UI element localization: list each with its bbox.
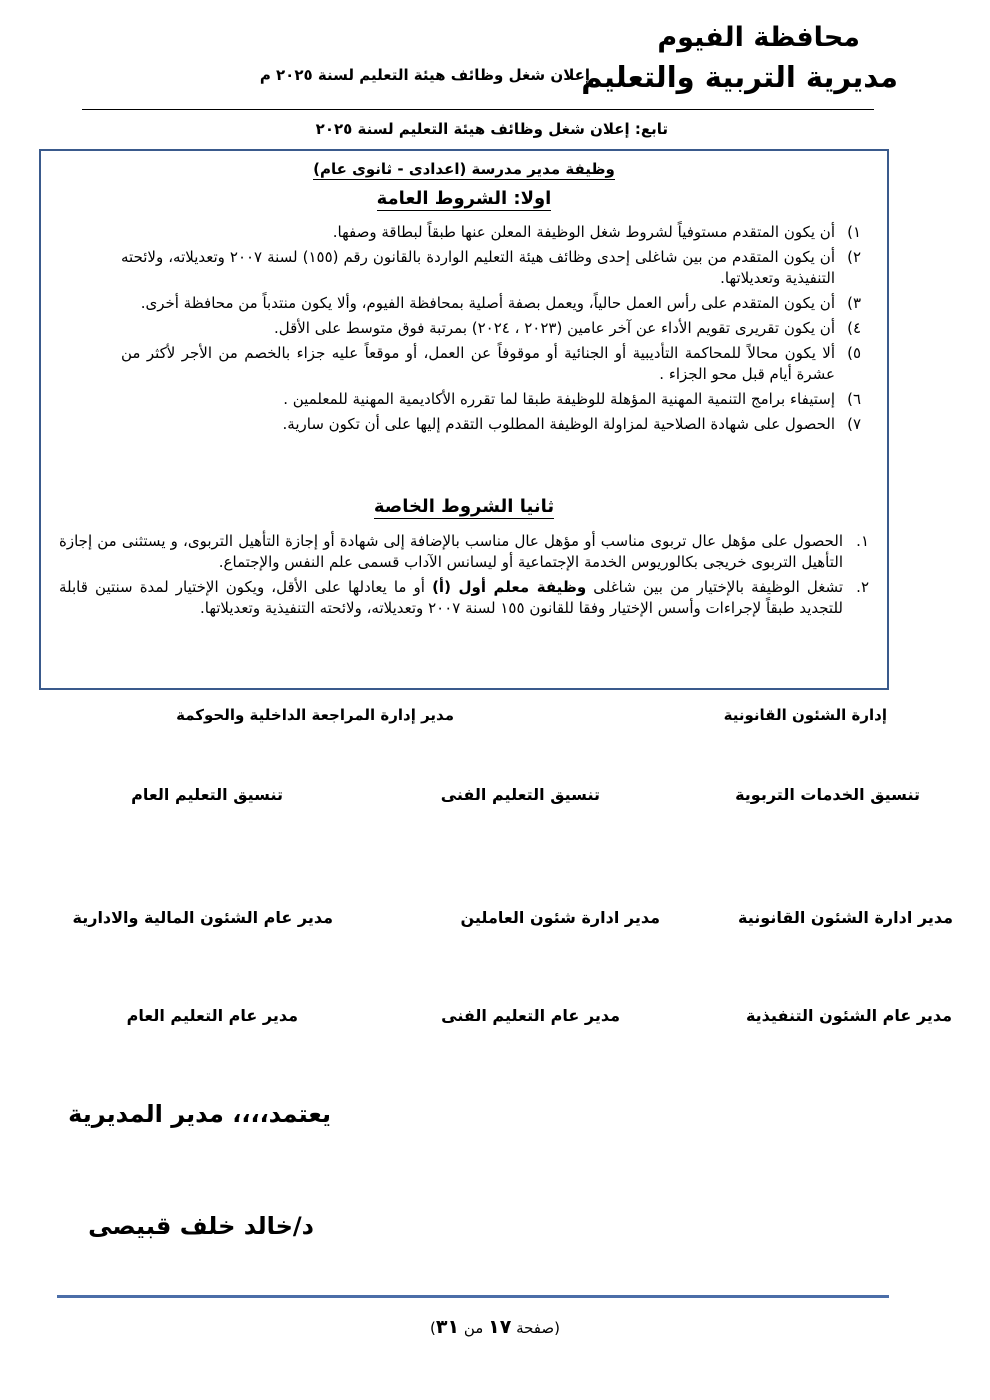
signature-executive-director: مدير عام الشئون التنفيذية [745, 1006, 952, 1025]
signature-personnel-director: مدير ادارة شئون العاملين [460, 908, 660, 927]
job-title: وظيفة مدير مدرسة (اعدادى - ثانوى عام) [313, 160, 615, 178]
footer-divider [57, 1295, 889, 1298]
list-item: ١. الحصول على مؤهل عال تربوى مناسب أو مؤهل عال مناسب بالإضافة إلى شهادة أو إجازة التأهيل التربوى، و يستثنى من إجازة التأهيل التربوى خريجى بكالوريوس الخدمة الإجتماعية أو ليسانس الآداب قسمى علم النفس والإجتماع. [59, 532, 869, 571]
conditions-box [39, 149, 889, 690]
signature-technical-edu: تنسيق التعليم الفنى [440, 785, 600, 804]
signature-technical-director: مدير عام التعليم الفنى [441, 1006, 620, 1025]
list-item: ٧) الحصول على شهادة الصلاحية لمزاولة الوظيفة المطلوب التقدم إليها على أن تكون سارية. [282, 415, 861, 433]
list-item: ٦) إستيفاء برامج التنمية المهنية المؤهلة للوظيفة طبقا لما تقرره الأكاديمية المهنية للمعلمين . [283, 390, 861, 408]
announcement-title: إعلان شغل وظائف هيئة التعليم لسنة ٢٠٢٥ م [259, 66, 590, 84]
signature-general-edu: تنسيق التعليم العام [131, 785, 283, 804]
general-conditions-heading: اولا: الشروط العامة [376, 188, 552, 209]
director-name: د/خالد خلف قبيصى [88, 1212, 314, 1240]
list-item: ٣) أن يكون المتقدم على رأس العمل حالياً، ويعمل بصفة أصلية بمحافظة الفيوم، وألا يكون منتدباً من محافظة أخرى. [140, 294, 861, 312]
general-conditions-list [121, 222, 861, 439]
special-conditions-heading: ثانيا الشروط الخاصة [373, 496, 555, 517]
special-conditions-list [59, 531, 869, 623]
signature-legal-affairs: إدارة الشئون القانونية [723, 706, 887, 724]
list-item: ٢) أن يكون المتقدم من بين شاغلى إحدى وظائف هيئة التعليم الواردة بالقانون رقم (١٥٥) لسنة ٢٠٠٧ وتعديلاته، ولائحته التنفيذية وتعديلاتها. [121, 248, 861, 287]
list-item: ٢. تشغل الوظيفة بالإختيار من بين شاغلى وظيفة معلم أول (أ) أو ما يعادلها على الأقل، ويكون الإختيار لمدة سنتين قابلة للتجديد طبقاً لإجراءات وأسس الإختيار وفقا للقانون ١٥٥ لسنة ٢٠٠٧ وتعديلاته، ولائحته التنفيذية وتعديلاتها. [59, 578, 869, 617]
signature-finance-director: مدير عام الشئون المالية والادارية [72, 908, 333, 927]
highlighted-job: وظيفة معلم أول (أ) [432, 578, 587, 596]
signature-edu-services: تنسيق الخدمات التربوية [735, 785, 920, 804]
approval-line: يعتمد،،،، مدير المديرية [68, 1100, 331, 1128]
header-divider [82, 109, 874, 110]
continuation-title: تابع: إعلان شغل وظائف هيئة التعليم لسنة ٢٠٢٥ [315, 120, 668, 138]
page-number: (صفحة ١٧ من ٣١) [430, 1316, 560, 1338]
list-item: ١) أن يكون المتقدم مستوفياً لشروط شغل الوظيفة المعلن عنها طبقاً لبطاقة وصفها. [332, 223, 861, 241]
directorate-name: مديرية التربية والتعليم [581, 60, 898, 94]
list-item: ٥) ألا يكون محالاً للمحاكمة التأديبية أو الجنائية أو موقوفاً عن العمل، أو موقعاً عليه جزاء بالخصم من الأجر لأكثر من عشرة أيام قبل محو الجزاء . [121, 344, 861, 383]
list-item: ٤) أن يكون تقريرى تقويم الأداء عن آخر عامين (٢٠٢٣ ، ٢٠٢٤) بمرتبة فوق متوسط على الأقل. [273, 319, 861, 337]
signature-legal-director: مدير ادارة الشئون القانونية [738, 908, 953, 927]
signature-general-director: مدير عام التعليم العام [126, 1006, 298, 1025]
governorate-name: محافظة الفيوم [657, 22, 860, 53]
signature-internal-audit: مدير إدارة المراجعة الداخلية والحوكمة [176, 706, 454, 724]
